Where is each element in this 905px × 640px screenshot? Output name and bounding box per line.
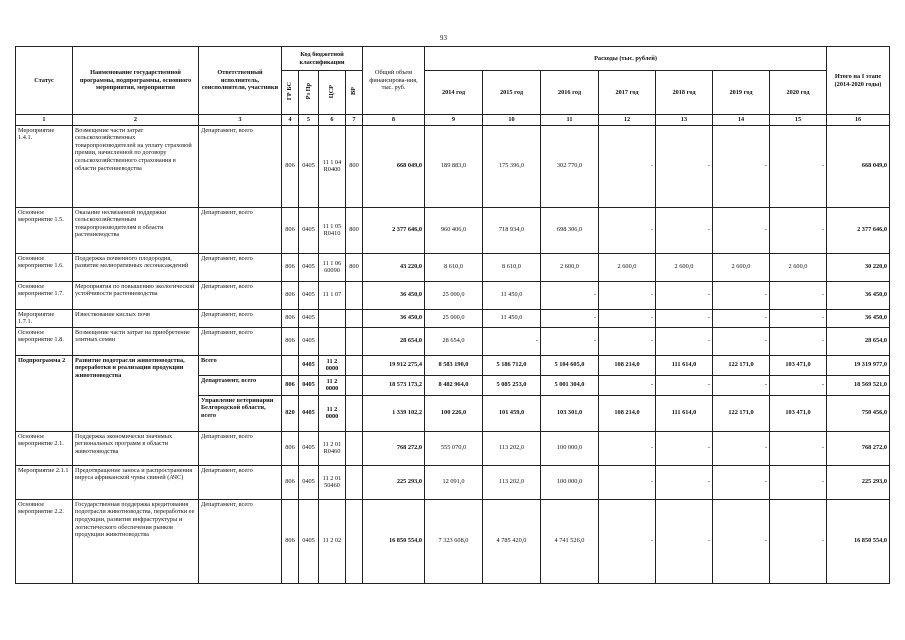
row-year-value: 108 214,0 (599, 355, 656, 375)
row-year-value: 11 450,0 (483, 281, 541, 309)
row-rzpr: 0405 (299, 375, 319, 395)
row-year-value: - (713, 281, 770, 309)
row-grbs: 820 (282, 395, 299, 431)
column-number: 5 (299, 115, 319, 126)
row-name: Государственная поддержка кредитования подотрасли животноводства, переработки ее продукции, развития инфраструктуры и логистического обеспечения рынков продукции животноводства (73, 499, 199, 583)
row-rzpr: 0405 (299, 125, 319, 207)
header-responsible: Ответственный исполнитель, соисполнители, участники (199, 47, 282, 115)
row-responsible: Департамент, всего (199, 207, 282, 253)
column-number: 10 (483, 115, 541, 126)
column-number: 14 (713, 115, 770, 126)
row-csr: 11 1 07 (319, 281, 346, 309)
row-year-value: 100 000,0 (541, 465, 599, 499)
column-number: 12 (599, 115, 656, 126)
row-year-value: - (713, 375, 770, 395)
row-status: Мероприятие 1.4.1. (16, 125, 73, 207)
row-year-value: - (770, 327, 827, 355)
row-vr: 800 (346, 125, 363, 207)
row-year-value: - (656, 125, 713, 207)
row-year-value: - (656, 431, 713, 465)
row-year-value: - (656, 309, 713, 327)
row-rzpr: 0405 (299, 281, 319, 309)
table-row (16, 125, 890, 207)
row-rzpr: 0405 (299, 499, 319, 583)
row-year-value: - (656, 465, 713, 499)
table-row (16, 465, 890, 499)
row-year-value: - (713, 431, 770, 465)
row-year-value: 960 406,0 (425, 207, 483, 253)
row-year-value: 25 000,0 (425, 281, 483, 309)
row-vr (346, 327, 363, 355)
header-budget-code: Код бюджетной классификации (282, 47, 363, 71)
row-year-value: 111 614,0 (656, 355, 713, 375)
header-year: 2014 год (425, 71, 483, 115)
row-grbs: 806 (282, 207, 299, 253)
row-year-value: 2 600,0 (599, 253, 656, 281)
row-year-value: - (713, 327, 770, 355)
row-status: Мероприятие 2.1.1 (16, 465, 73, 499)
row-responsible: Департамент, всего (199, 375, 282, 395)
row-year-value: 189 883,0 (425, 125, 483, 207)
row-responsible: Департамент, всего (199, 499, 282, 583)
row-name: Мероприятия по повышению экологической устойчивости растениеводства (73, 281, 199, 309)
row-year-value: - (599, 207, 656, 253)
header-expenses: Расходы (тыс. рублей) (425, 47, 827, 71)
row-year-value: 111 614,0 (656, 395, 713, 431)
row-name: Поддержка экономически значимых региональных программ в области животноводства (73, 431, 199, 465)
row-year-value: 12 091,0 (425, 465, 483, 499)
subprogram-name: Развитие подотрасли животноводства, переработки и реализации продукции животноводства (73, 355, 199, 431)
row-year-value: 2 600,0 (713, 253, 770, 281)
row-year-value: - (770, 465, 827, 499)
table-row (16, 309, 890, 327)
column-number: 2 (73, 115, 199, 126)
row-total-stage: 28 654,0 (827, 327, 890, 355)
row-status: Основное мероприятие 1.5. (16, 207, 73, 253)
row-rzpr: 0405 (299, 465, 319, 499)
row-total-stage: 30 220,0 (827, 253, 890, 281)
row-total-volume: 2 377 646,0 (363, 207, 425, 253)
row-year-value: 7 323 608,0 (425, 499, 483, 583)
row-vr (346, 395, 363, 431)
row-grbs: 806 (282, 375, 299, 395)
table-row (16, 281, 890, 309)
row-year-value: 698 306,0 (541, 207, 599, 253)
row-year-value: - (599, 327, 656, 355)
subprogram-status: Подпрограмма 2 (16, 355, 73, 431)
row-name: Оказание несвязанной поддержки сельскохозяйственным товаропроизводителям в области растениеводства (73, 207, 199, 253)
row-status: Мероприятие 1.7.1. (16, 309, 73, 327)
row-status: Основное мероприятие 2.2. (16, 499, 73, 583)
row-name: Возмещение части затрат сельскохозяйственных товаропроизводителей на уплату страховой премии, начисленной по договору сельскохозяйственного страхования в области растениеводства (73, 125, 199, 207)
row-rzpr: 0405 (299, 253, 319, 281)
row-csr: 11 1 04 R0400 (319, 125, 346, 207)
row-csr: 11 1 05 R0410 (319, 207, 346, 253)
row-year-value: - (713, 207, 770, 253)
row-vr (346, 499, 363, 583)
row-rzpr: 0405 (299, 395, 319, 431)
row-year-value: 718 934,0 (483, 207, 541, 253)
table-row (16, 499, 890, 583)
row-grbs: 806 (282, 125, 299, 207)
table-row (16, 431, 890, 465)
row-total-stage: 768 272,0 (827, 431, 890, 465)
row-year-value: 28 654,0 (425, 327, 483, 355)
budget-table (15, 46, 890, 584)
row-csr: 11 2 0000 (319, 395, 346, 431)
row-year-value: 8 482 964,0 (425, 375, 483, 395)
row-year-value: - (541, 281, 599, 309)
row-year-value: - (770, 375, 827, 395)
row-name: Известкование кислых почв (73, 309, 199, 327)
row-year-value: - (770, 499, 827, 583)
row-year-value: - (656, 375, 713, 395)
row-total-stage: 750 456,0 (827, 395, 890, 431)
row-year-value: 103 301,0 (541, 395, 599, 431)
column-number: 6 (319, 115, 346, 126)
row-total-volume: 668 049,0 (363, 125, 425, 207)
row-csr: 11 2 01 R0460 (319, 431, 346, 465)
page-number: 93 (440, 34, 447, 42)
row-year-value: - (656, 499, 713, 583)
row-year-value: 108 214,0 (599, 395, 656, 431)
row-year-value: 122 171,0 (713, 355, 770, 375)
row-grbs (282, 355, 299, 375)
header-total-volume: Общий объем финансирова-ния, тыс. руб. (363, 47, 425, 115)
row-total-stage: 19 319 977,0 (827, 355, 890, 375)
header-total-stage: Итого на I этапе (2014-2020 годы) (827, 47, 890, 115)
row-csr: 11 2 0000 (319, 355, 346, 375)
row-vr (346, 431, 363, 465)
row-responsible: Всего (199, 355, 282, 375)
row-year-value: 11 450,0 (483, 309, 541, 327)
row-year-value: 113 202,0 (483, 465, 541, 499)
row-grbs: 806 (282, 309, 299, 327)
row-year-value: - (770, 125, 827, 207)
header-year: 2018 год (656, 71, 713, 115)
row-year-value: 2 600,0 (541, 253, 599, 281)
table-row (16, 327, 890, 355)
header-year: 2017 год (599, 71, 656, 115)
row-responsible: Департамент, всего (199, 465, 282, 499)
row-vr (346, 375, 363, 395)
row-vr (346, 355, 363, 375)
row-year-value: - (599, 125, 656, 207)
row-grbs: 806 (282, 499, 299, 583)
row-year-value: 103 471,0 (770, 355, 827, 375)
row-year-value: - (770, 281, 827, 309)
row-responsible: Департамент, всего (199, 125, 282, 207)
row-total-stage: 2 377 646,0 (827, 207, 890, 253)
row-total-volume: 36 450,0 (363, 309, 425, 327)
row-year-value: - (770, 207, 827, 253)
row-year-value: 113 202,0 (483, 431, 541, 465)
row-grbs: 806 (282, 327, 299, 355)
row-total-volume: 768 272,0 (363, 431, 425, 465)
row-year-value: 103 471,0 (770, 395, 827, 431)
row-rzpr: 0405 (299, 355, 319, 375)
row-responsible: Департамент, всего (199, 309, 282, 327)
row-grbs: 806 (282, 253, 299, 281)
row-year-value: 2 600,0 (656, 253, 713, 281)
row-name: Поддержка почвенного плодородия, развитие мелиоративных лесонасаждений (73, 253, 199, 281)
row-total-stage: 225 293,0 (827, 465, 890, 499)
header-rzpr: Рз Пр (299, 71, 319, 115)
row-csr: 11 1 06 60090 (319, 253, 346, 281)
row-status: Основное мероприятие 1.8. (16, 327, 73, 355)
row-year-value: - (599, 375, 656, 395)
row-year-value: - (770, 431, 827, 465)
column-number: 3 (199, 115, 282, 126)
row-year-value: - (541, 327, 599, 355)
row-name: Возмещение части затрат на приобретение элитных семян (73, 327, 199, 355)
row-rzpr: 0405 (299, 431, 319, 465)
subprogram-row (16, 355, 890, 375)
row-year-value: 5 104 605,0 (541, 355, 599, 375)
column-number: 4 (282, 115, 299, 126)
row-csr: 11 2 0000 (319, 375, 346, 395)
column-number: 16 (827, 115, 890, 126)
row-name: Предотвращение заноса и распространения вируса африканской чумы свиней (АЧС) (73, 465, 199, 499)
column-numbers-row (16, 115, 890, 126)
row-year-value: - (770, 309, 827, 327)
row-csr (319, 309, 346, 327)
row-csr (319, 327, 346, 355)
row-status: Основное мероприятие 1.6. (16, 253, 73, 281)
row-total-volume: 18 573 173,2 (363, 375, 425, 395)
row-csr: 11 2 01 50460 (319, 465, 346, 499)
row-grbs: 806 (282, 281, 299, 309)
row-year-value: 175 396,0 (483, 125, 541, 207)
header-year: 2015 год (483, 71, 541, 115)
row-responsible: Управление ветеринарии Белгородской области, всего (199, 395, 282, 431)
row-year-value: - (656, 281, 713, 309)
row-responsible: Департамент, всего (199, 327, 282, 355)
row-year-value: 5 001 304,0 (541, 375, 599, 395)
row-year-value: 25 000,0 (425, 309, 483, 327)
row-vr (346, 281, 363, 309)
row-year-value: - (599, 309, 656, 327)
header-vr: ВР (346, 71, 363, 115)
row-year-value: - (599, 431, 656, 465)
row-year-value: 2 600,0 (770, 253, 827, 281)
column-number: 11 (541, 115, 599, 126)
row-responsible: Департамент, всего (199, 253, 282, 281)
row-year-value: 8 610,0 (425, 253, 483, 281)
row-year-value: - (599, 499, 656, 583)
column-number: 13 (656, 115, 713, 126)
row-total-stage: 36 450,0 (827, 309, 890, 327)
table-row (16, 253, 890, 281)
row-vr (346, 465, 363, 499)
row-year-value: 5 186 712,0 (483, 355, 541, 375)
row-year-value: - (483, 327, 541, 355)
row-responsible: Департамент, всего (199, 431, 282, 465)
row-responsible: Департамент, всего (199, 281, 282, 309)
row-total-stage: 16 850 554,0 (827, 499, 890, 583)
row-year-value: - (713, 125, 770, 207)
header-grbs: ГР БС (282, 71, 299, 115)
row-rzpr: 0405 (299, 327, 319, 355)
column-number: 1 (16, 115, 73, 126)
row-csr: 11 2 02 (319, 499, 346, 583)
row-year-value: 100 000,0 (541, 431, 599, 465)
header-year: 2020 год (770, 71, 827, 115)
row-total-volume: 28 654,0 (363, 327, 425, 355)
row-rzpr: 0405 (299, 309, 319, 327)
row-year-value: 100 226,0 (425, 395, 483, 431)
header-year: 2016 год (541, 71, 599, 115)
row-year-value: 302 770,0 (541, 125, 599, 207)
row-year-value: 4 741 526,0 (541, 499, 599, 583)
header-year: 2019 год (713, 71, 770, 115)
row-total-volume: 36 450,0 (363, 281, 425, 309)
row-year-value: 122 171,0 (713, 395, 770, 431)
row-vr: 800 (346, 207, 363, 253)
row-total-volume: 225 293,0 (363, 465, 425, 499)
row-year-value: 555 070,0 (425, 431, 483, 465)
row-year-value: - (656, 207, 713, 253)
row-year-value: - (713, 499, 770, 583)
row-status: Основное мероприятие 2.1. (16, 431, 73, 465)
table-row (16, 207, 890, 253)
row-total-stage: 36 450,0 (827, 281, 890, 309)
header-program: Наименование государственной программы, подпрограммы, основного мероприятия, мероприятия (73, 47, 199, 115)
row-year-value: 101 459,0 (483, 395, 541, 431)
row-rzpr: 0405 (299, 207, 319, 253)
row-year-value: - (599, 281, 656, 309)
row-year-value: 4 785 420,0 (483, 499, 541, 583)
header-status: Статус (16, 47, 73, 115)
row-status: Основное мероприятие 1.7. (16, 281, 73, 309)
column-number: 8 (363, 115, 425, 126)
row-year-value: 8 610,0 (483, 253, 541, 281)
row-grbs: 806 (282, 431, 299, 465)
row-year-value: - (599, 465, 656, 499)
row-total-volume: 16 850 554,0 (363, 499, 425, 583)
row-year-value: - (713, 465, 770, 499)
row-year-value: - (656, 327, 713, 355)
row-total-volume: 19 912 275,4 (363, 355, 425, 375)
row-vr: 800 (346, 253, 363, 281)
row-total-stage: 18 569 521,0 (827, 375, 890, 395)
column-number: 15 (770, 115, 827, 126)
row-total-volume: 1 339 102,2 (363, 395, 425, 431)
row-year-value: 8 583 190,0 (425, 355, 483, 375)
header-csr: ЦСР (319, 71, 346, 115)
column-number: 7 (346, 115, 363, 126)
column-number: 9 (425, 115, 483, 126)
row-year-value: - (713, 309, 770, 327)
row-grbs: 806 (282, 465, 299, 499)
row-year-value: - (541, 309, 599, 327)
row-total-volume: 43 220,0 (363, 253, 425, 281)
row-total-stage: 668 049,0 (827, 125, 890, 207)
row-year-value: 5 085 253,0 (483, 375, 541, 395)
row-vr (346, 309, 363, 327)
